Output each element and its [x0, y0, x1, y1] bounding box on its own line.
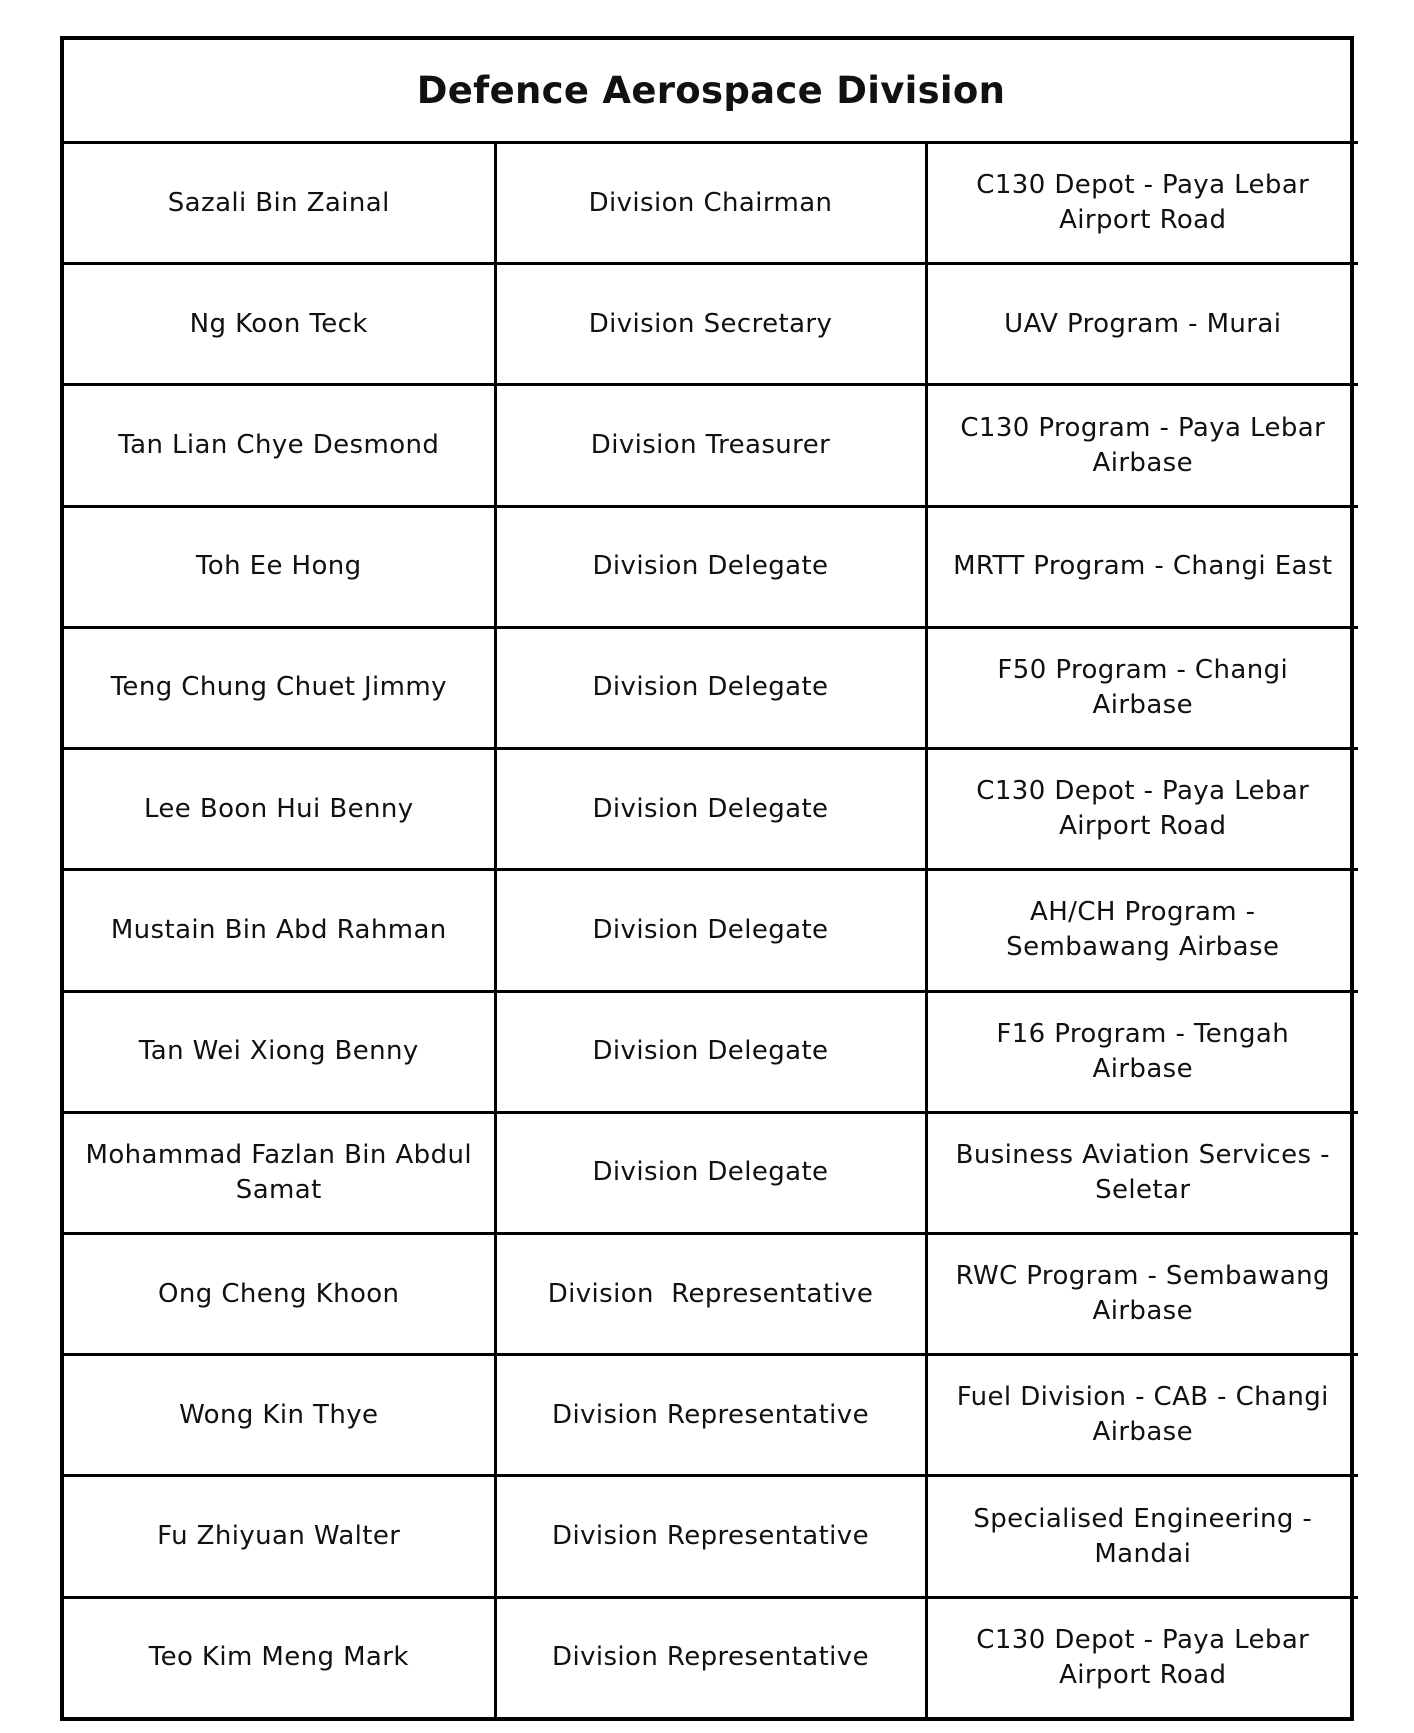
table-row	[64, 1476, 1358, 1597]
member-role: Division Delegate	[495, 627, 926, 748]
member-role: Division Delegate	[495, 991, 926, 1112]
member-name: Mustain Bin Abd Rahman	[64, 870, 495, 991]
member-role: Division Representative	[495, 1476, 926, 1597]
member-role: Division Representative	[495, 1233, 926, 1354]
table-row	[64, 143, 1358, 264]
table-row	[64, 749, 1358, 870]
member-role: Division Delegate	[495, 749, 926, 870]
table-row	[64, 506, 1358, 627]
member-name: Mohammad Fazlan Bin Abdul Samat	[64, 1112, 495, 1233]
member-name: Teng Chung Chuet Jimmy	[64, 627, 495, 748]
table-title-row	[64, 40, 1358, 143]
member-name: Ong Cheng Khoon	[64, 1233, 495, 1354]
member-location: C130 Depot - Paya Lebar Airport Road	[926, 749, 1358, 870]
member-location: C130 Depot - Paya Lebar Airport Road	[926, 1597, 1358, 1717]
table-row	[64, 1112, 1358, 1233]
member-role: Division Delegate	[495, 1112, 926, 1233]
member-location: Specialised Engineering - Mandai	[926, 1476, 1358, 1597]
table-row	[64, 1233, 1358, 1354]
member-role: Division Delegate	[495, 870, 926, 991]
member-name: Tan Lian Chye Desmond	[64, 385, 495, 506]
table-row	[64, 627, 1358, 748]
table-title: Defence Aerospace Division	[64, 40, 1358, 143]
member-location: AH/CH Program - Sembawang Airbase	[926, 870, 1358, 991]
committee-table-frame	[60, 36, 1354, 1721]
table-row	[64, 1355, 1358, 1476]
member-role: Division Secretary	[495, 264, 926, 385]
table-row	[64, 385, 1358, 506]
member-name: Tan Wei Xiong Benny	[64, 991, 495, 1112]
member-location: RWC Program - Sembawang Airbase	[926, 1233, 1358, 1354]
member-role: Division Treasurer	[495, 385, 926, 506]
member-name: Fu Zhiyuan Walter	[64, 1476, 495, 1597]
table-row	[64, 870, 1358, 991]
member-name: Lee Boon Hui Benny	[64, 749, 495, 870]
member-role: Division Representative	[495, 1355, 926, 1476]
member-location: C130 Depot - Paya Lebar Airport Road	[926, 143, 1358, 264]
member-role: Division Chairman	[495, 143, 926, 264]
member-location: Business Aviation Services - Seletar	[926, 1112, 1358, 1233]
member-name: Wong Kin Thye	[64, 1355, 495, 1476]
member-location: F50 Program - Changi Airbase	[926, 627, 1358, 748]
member-location: F16 Program - Tengah Airbase	[926, 991, 1358, 1112]
member-role: Division Delegate	[495, 506, 926, 627]
member-name: Toh Ee Hong	[64, 506, 495, 627]
member-location: C130 Program - Paya Lebar Airbase	[926, 385, 1358, 506]
committee-table	[64, 40, 1358, 1717]
member-name: Ng Koon Teck	[64, 264, 495, 385]
table-row	[64, 1597, 1358, 1717]
member-location: UAV Program - Murai	[926, 264, 1358, 385]
table-row	[64, 264, 1358, 385]
member-location: Fuel Division - CAB - Changi Airbase	[926, 1355, 1358, 1476]
member-location: MRTT Program - Changi East	[926, 506, 1358, 627]
member-role: Division Representative	[495, 1597, 926, 1717]
table-row	[64, 991, 1358, 1112]
member-name: Teo Kim Meng Mark	[64, 1597, 495, 1717]
member-name: Sazali Bin Zainal	[64, 143, 495, 264]
